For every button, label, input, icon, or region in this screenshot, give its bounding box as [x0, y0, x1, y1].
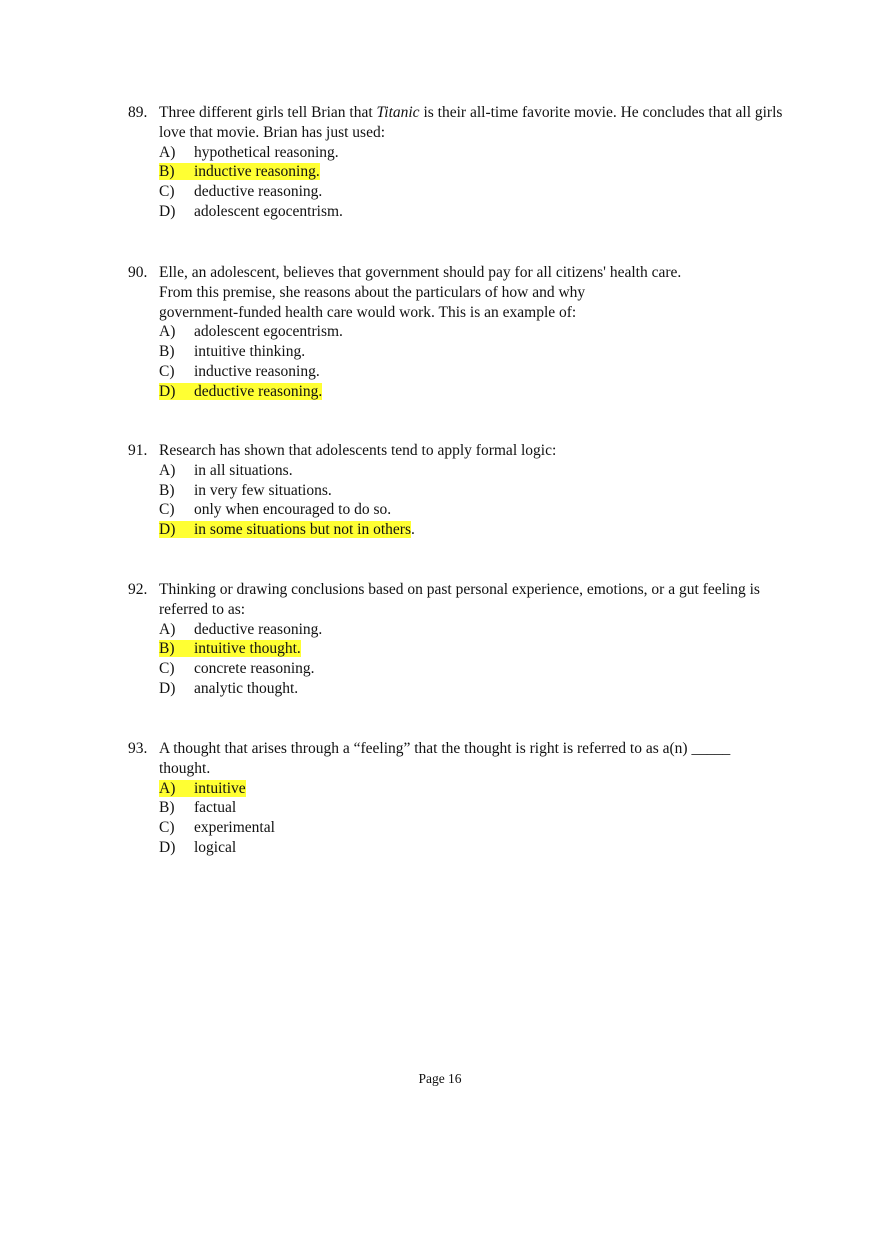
- question-number: 90.: [128, 264, 148, 281]
- question-stem: [159, 103, 788, 143]
- option-letter: B): [159, 799, 175, 817]
- option-a: [159, 461, 788, 481]
- option-text: logical: [194, 838, 237, 856]
- option-text: inductive reasoning.: [194, 362, 320, 380]
- question-header: [128, 580, 788, 620]
- option-letter: D): [159, 202, 176, 220]
- option-d: [159, 679, 788, 699]
- stem-text-after: is their all-time favorite movie. He concludes that all girls love that movie. Brian has just used:: [159, 104, 783, 141]
- option-text: intuitive thought.: [194, 640, 301, 658]
- option-text: adolescent egocentrism.: [194, 323, 343, 341]
- question-92: [128, 580, 788, 699]
- answer-options: [128, 322, 788, 401]
- page-number-footer: Page 16: [418, 1071, 462, 1086]
- question-number: 93.: [128, 740, 148, 757]
- option-letter: C): [159, 819, 175, 837]
- option-letter: A): [159, 143, 176, 161]
- option-letter: B): [159, 640, 175, 658]
- option-c: [159, 182, 788, 202]
- option-letter: A): [159, 461, 176, 479]
- option-letter: D): [159, 382, 176, 400]
- option-text: deductive reasoning.: [194, 183, 323, 201]
- option-letter: C): [159, 183, 175, 201]
- option-text: in all situations.: [194, 461, 293, 479]
- option-b: [159, 342, 788, 362]
- stem-line: Elle, an adolescent, believes that government should pay for all citizens' health care.: [159, 264, 682, 281]
- option-a-correct: [159, 779, 788, 799]
- question-number: 92.: [128, 581, 148, 598]
- option-letter: B): [159, 163, 175, 181]
- question-header: [128, 263, 788, 322]
- option-b-correct: [159, 639, 788, 659]
- option-a: [159, 322, 788, 342]
- stem-italic-title: Titanic: [376, 104, 420, 121]
- option-letter: D): [159, 838, 176, 856]
- question-stem: Research has shown that adolescents tend to apply formal logic:: [159, 442, 557, 459]
- option-c: [159, 818, 788, 838]
- question-stem: A thought that arises through a “feeling” that the thought is right is referred to as a(n) _____ thought.: [159, 740, 731, 777]
- option-letter: D): [159, 679, 176, 697]
- option-text: hypothetical reasoning.: [194, 143, 339, 161]
- question-91: [128, 441, 788, 540]
- option-text: in very few situations.: [194, 481, 332, 499]
- answer-options: [128, 461, 788, 540]
- question-93: [128, 739, 788, 858]
- option-a: [159, 620, 788, 640]
- option-text: deductive reasoning.: [194, 382, 323, 400]
- option-d: [159, 202, 788, 222]
- option-text: adolescent egocentrism.: [194, 202, 343, 220]
- answer-options: [128, 143, 788, 222]
- question-stem: [159, 263, 788, 322]
- option-letter: D): [159, 521, 176, 539]
- option-d-correct: [159, 382, 788, 402]
- option-text: experimental: [194, 819, 275, 837]
- option-d-correct: [159, 520, 788, 540]
- answer-options: [128, 620, 788, 699]
- question-stem: Thinking or drawing conclusions based on past personal experience, emotions, or a gut feeling is referred to as:: [159, 581, 760, 618]
- question-header: [128, 441, 788, 461]
- option-text: intuitive thinking.: [194, 343, 306, 361]
- option-d: [159, 838, 788, 858]
- option-letter: C): [159, 501, 175, 519]
- option-letter: A): [159, 323, 176, 341]
- answer-options: [128, 779, 788, 858]
- option-text: intuitive: [194, 779, 246, 797]
- answer-highlight: [159, 640, 301, 657]
- option-letter: B): [159, 481, 175, 499]
- option-letter: A): [159, 620, 176, 638]
- option-letter: C): [159, 660, 175, 678]
- option-text: deductive reasoning.: [194, 620, 323, 638]
- option-text: in some situations but not in others: [194, 521, 411, 539]
- option-text: concrete reasoning.: [194, 660, 315, 678]
- question-89: [128, 103, 788, 222]
- answer-highlight: [159, 780, 246, 797]
- question-90: [128, 263, 788, 402]
- stem-line: From this premise, she reasons about the particulars of how and why: [159, 283, 586, 301]
- answer-highlight: [159, 163, 320, 180]
- option-letter: C): [159, 362, 175, 380]
- option-trailing-period: .: [411, 521, 415, 539]
- option-letter: A): [159, 779, 176, 797]
- question-number: 89.: [128, 104, 148, 121]
- option-text: factual: [194, 799, 237, 817]
- question-header: [128, 739, 788, 779]
- stem-text-before: Three different girls tell Brian that: [159, 104, 377, 121]
- option-letter: B): [159, 343, 175, 361]
- option-b: [159, 798, 788, 818]
- option-a: [159, 143, 788, 163]
- option-b-correct: [159, 162, 788, 182]
- option-text: analytic thought.: [194, 679, 299, 697]
- question-header: [128, 103, 788, 143]
- option-text: inductive reasoning.: [194, 163, 320, 181]
- answer-highlight: [159, 521, 411, 538]
- option-c: [159, 500, 788, 520]
- option-b: [159, 481, 788, 501]
- question-number: 91.: [128, 442, 148, 459]
- answer-highlight: [159, 383, 322, 400]
- option-text: only when encouraged to do so.: [194, 501, 392, 519]
- option-c: [159, 659, 788, 679]
- option-c: [159, 362, 788, 382]
- stem-line: government-funded health care would work. This is an example of:: [159, 303, 577, 321]
